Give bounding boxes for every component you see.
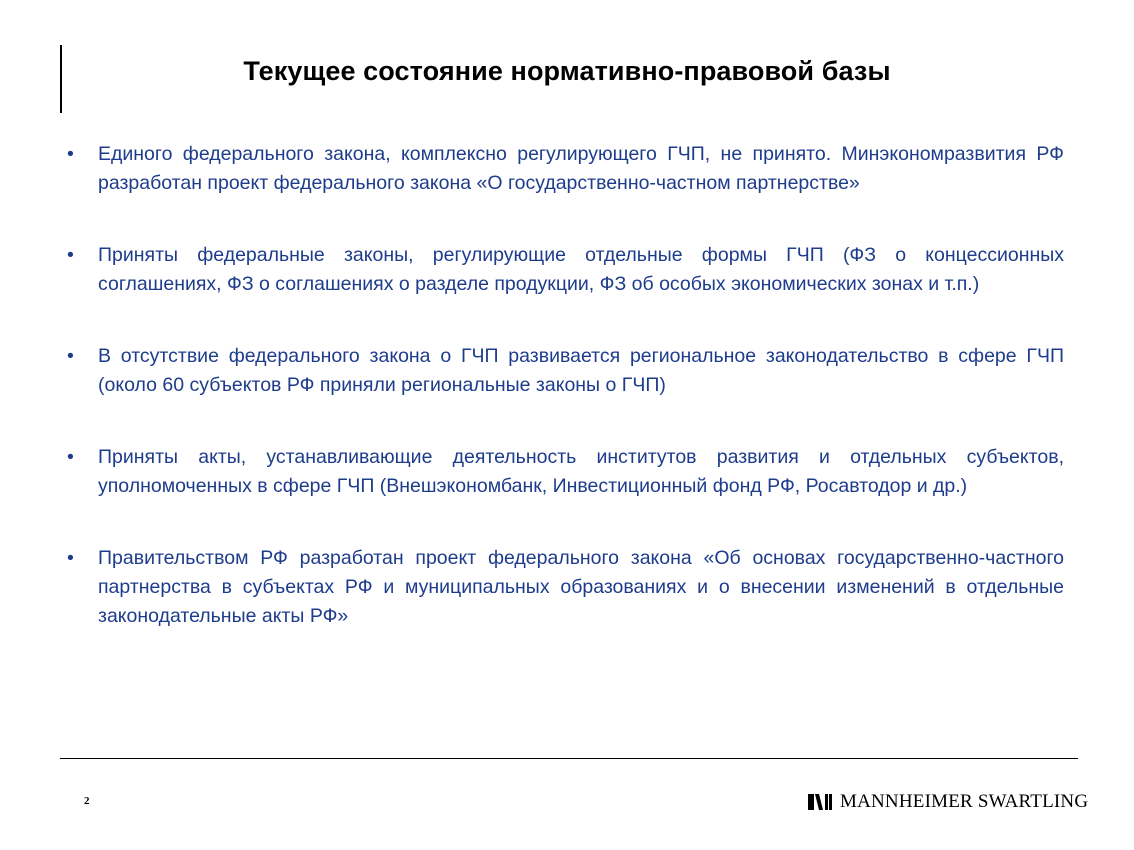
bullet-item [66,140,1064,198]
bullet-list [66,140,1064,631]
bullet-text: Правительством РФ разработан проект федерального закона «Об основах государственно-частного партнерства в субъектах РФ и муниципальных образованиях и о внесении изменений в отдельные законодательные акты РФ» [98,547,1064,627]
bullet-item [66,544,1064,631]
footer-divider [60,758,1078,759]
slide-title: Текущее состояние нормативно-правовой базы [243,56,891,86]
logo-text: MANNHEIMER SWARTLING [840,791,1089,812]
bullet-text: Приняты федеральные законы, регулирующие отдельные формы ГЧП (ФЗ о концессионных соглашениях, ФЗ о соглашениях о разделе продукции, ФЗ об особых экономических зонах и т.п.) [98,244,1064,295]
bullet-text: Приняты акты, устанавливающие деятельность институтов развития и отдельных субъектов, уполномоченных в сфере ГЧП (Внешэкономбанк, Инвестиционный фонд РФ, Росавтодор и др.) [98,446,1064,497]
bullet-item [66,342,1064,400]
ms-logo-mark-icon [808,794,832,810]
bullet-item [66,241,1064,299]
company-logo [808,788,1088,816]
bullet-item [66,443,1064,501]
bullet-mark: • [67,244,74,266]
bullet-mark: • [67,345,74,367]
bullet-mark: • [67,547,74,569]
page-number: 2 [84,795,90,807]
bullet-text: Единого федерального закона, комплексно регулирующего ГЧП, не принято. Минэкономразвития РФ разработан проект федерального закона «О государственно-частном партнерстве» [98,143,1064,194]
bullet-text: В отсутствие федерального закона о ГЧП развивается региональное законодательство в сфере ГЧП (около 60 субъектов РФ приняли региональные законы о ГЧП) [98,345,1064,396]
bullet-mark: • [67,446,74,468]
bullet-mark: • [67,143,74,165]
